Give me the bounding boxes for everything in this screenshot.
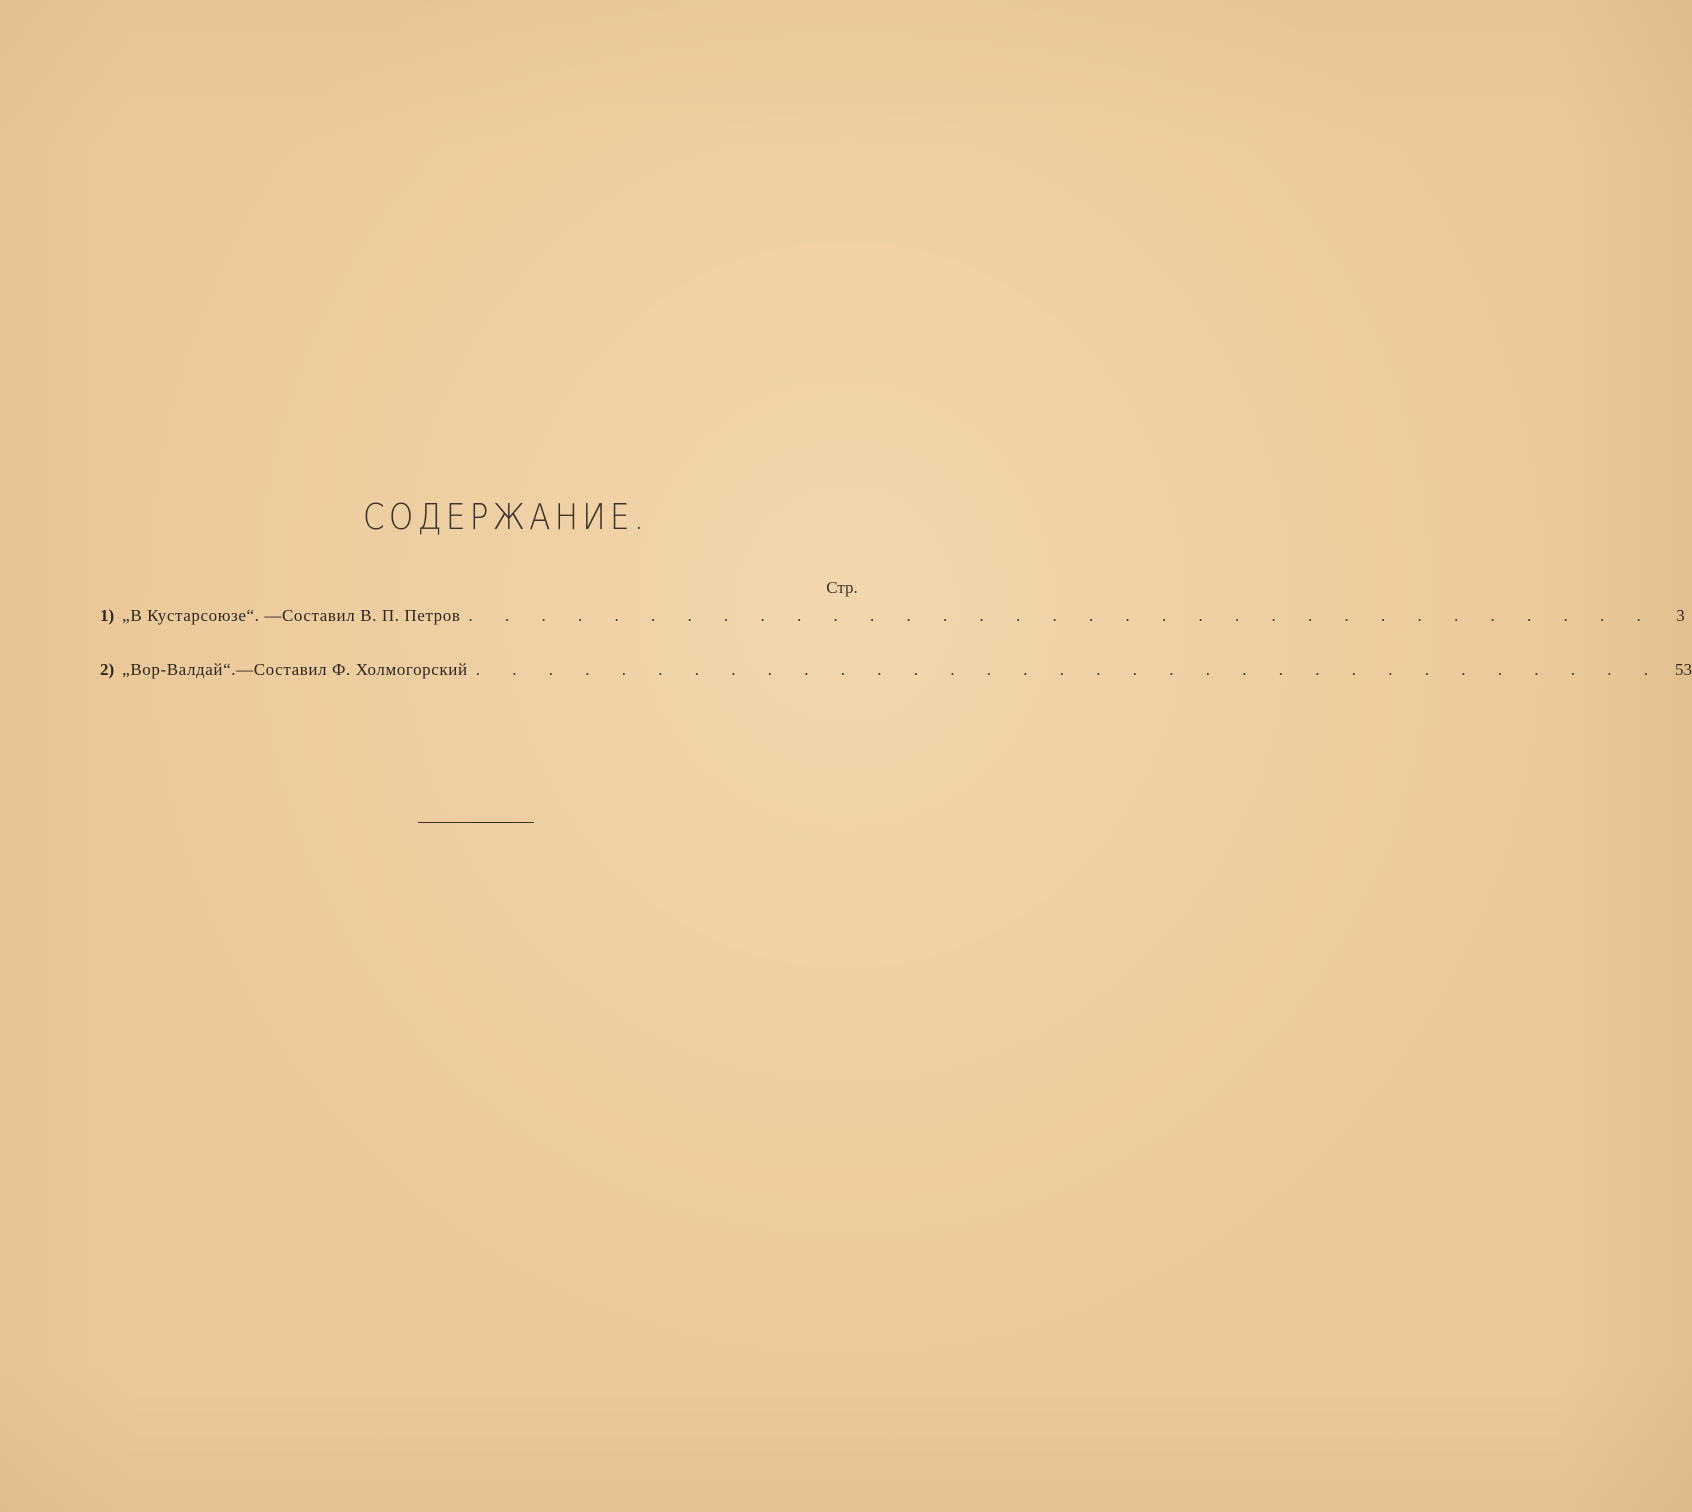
section-divider-rule	[418, 822, 534, 823]
toc-dot-leader: . . . . . . . . . . . . . . . . . . . . . . . . . . . . . . . . .	[468, 606, 1655, 625]
page-column-label: Стр.	[826, 578, 858, 597]
toc-entry-title: „В Кустарсоюзе“. —Составил В. П. Петров	[122, 606, 461, 625]
toc-entry	[100, 660, 1692, 686]
toc-entry-page: 3	[1676, 606, 1685, 625]
toc-entry-number: 2)	[100, 660, 115, 679]
toc-entry-number: 1)	[100, 606, 115, 625]
toc-entry-title: „Вор-Валдай“.—Составил Ф. Холмогорский	[122, 660, 468, 679]
toc-dot-leader: . . . . . . . . . . . . . . . . . . . . . . . . . . . . . . . . .	[475, 660, 1662, 679]
page-title: СОДЕРЖАНИЕ.	[363, 497, 648, 538]
toc-entry	[100, 606, 1685, 632]
toc-entry-page: 53	[1674, 660, 1692, 679]
